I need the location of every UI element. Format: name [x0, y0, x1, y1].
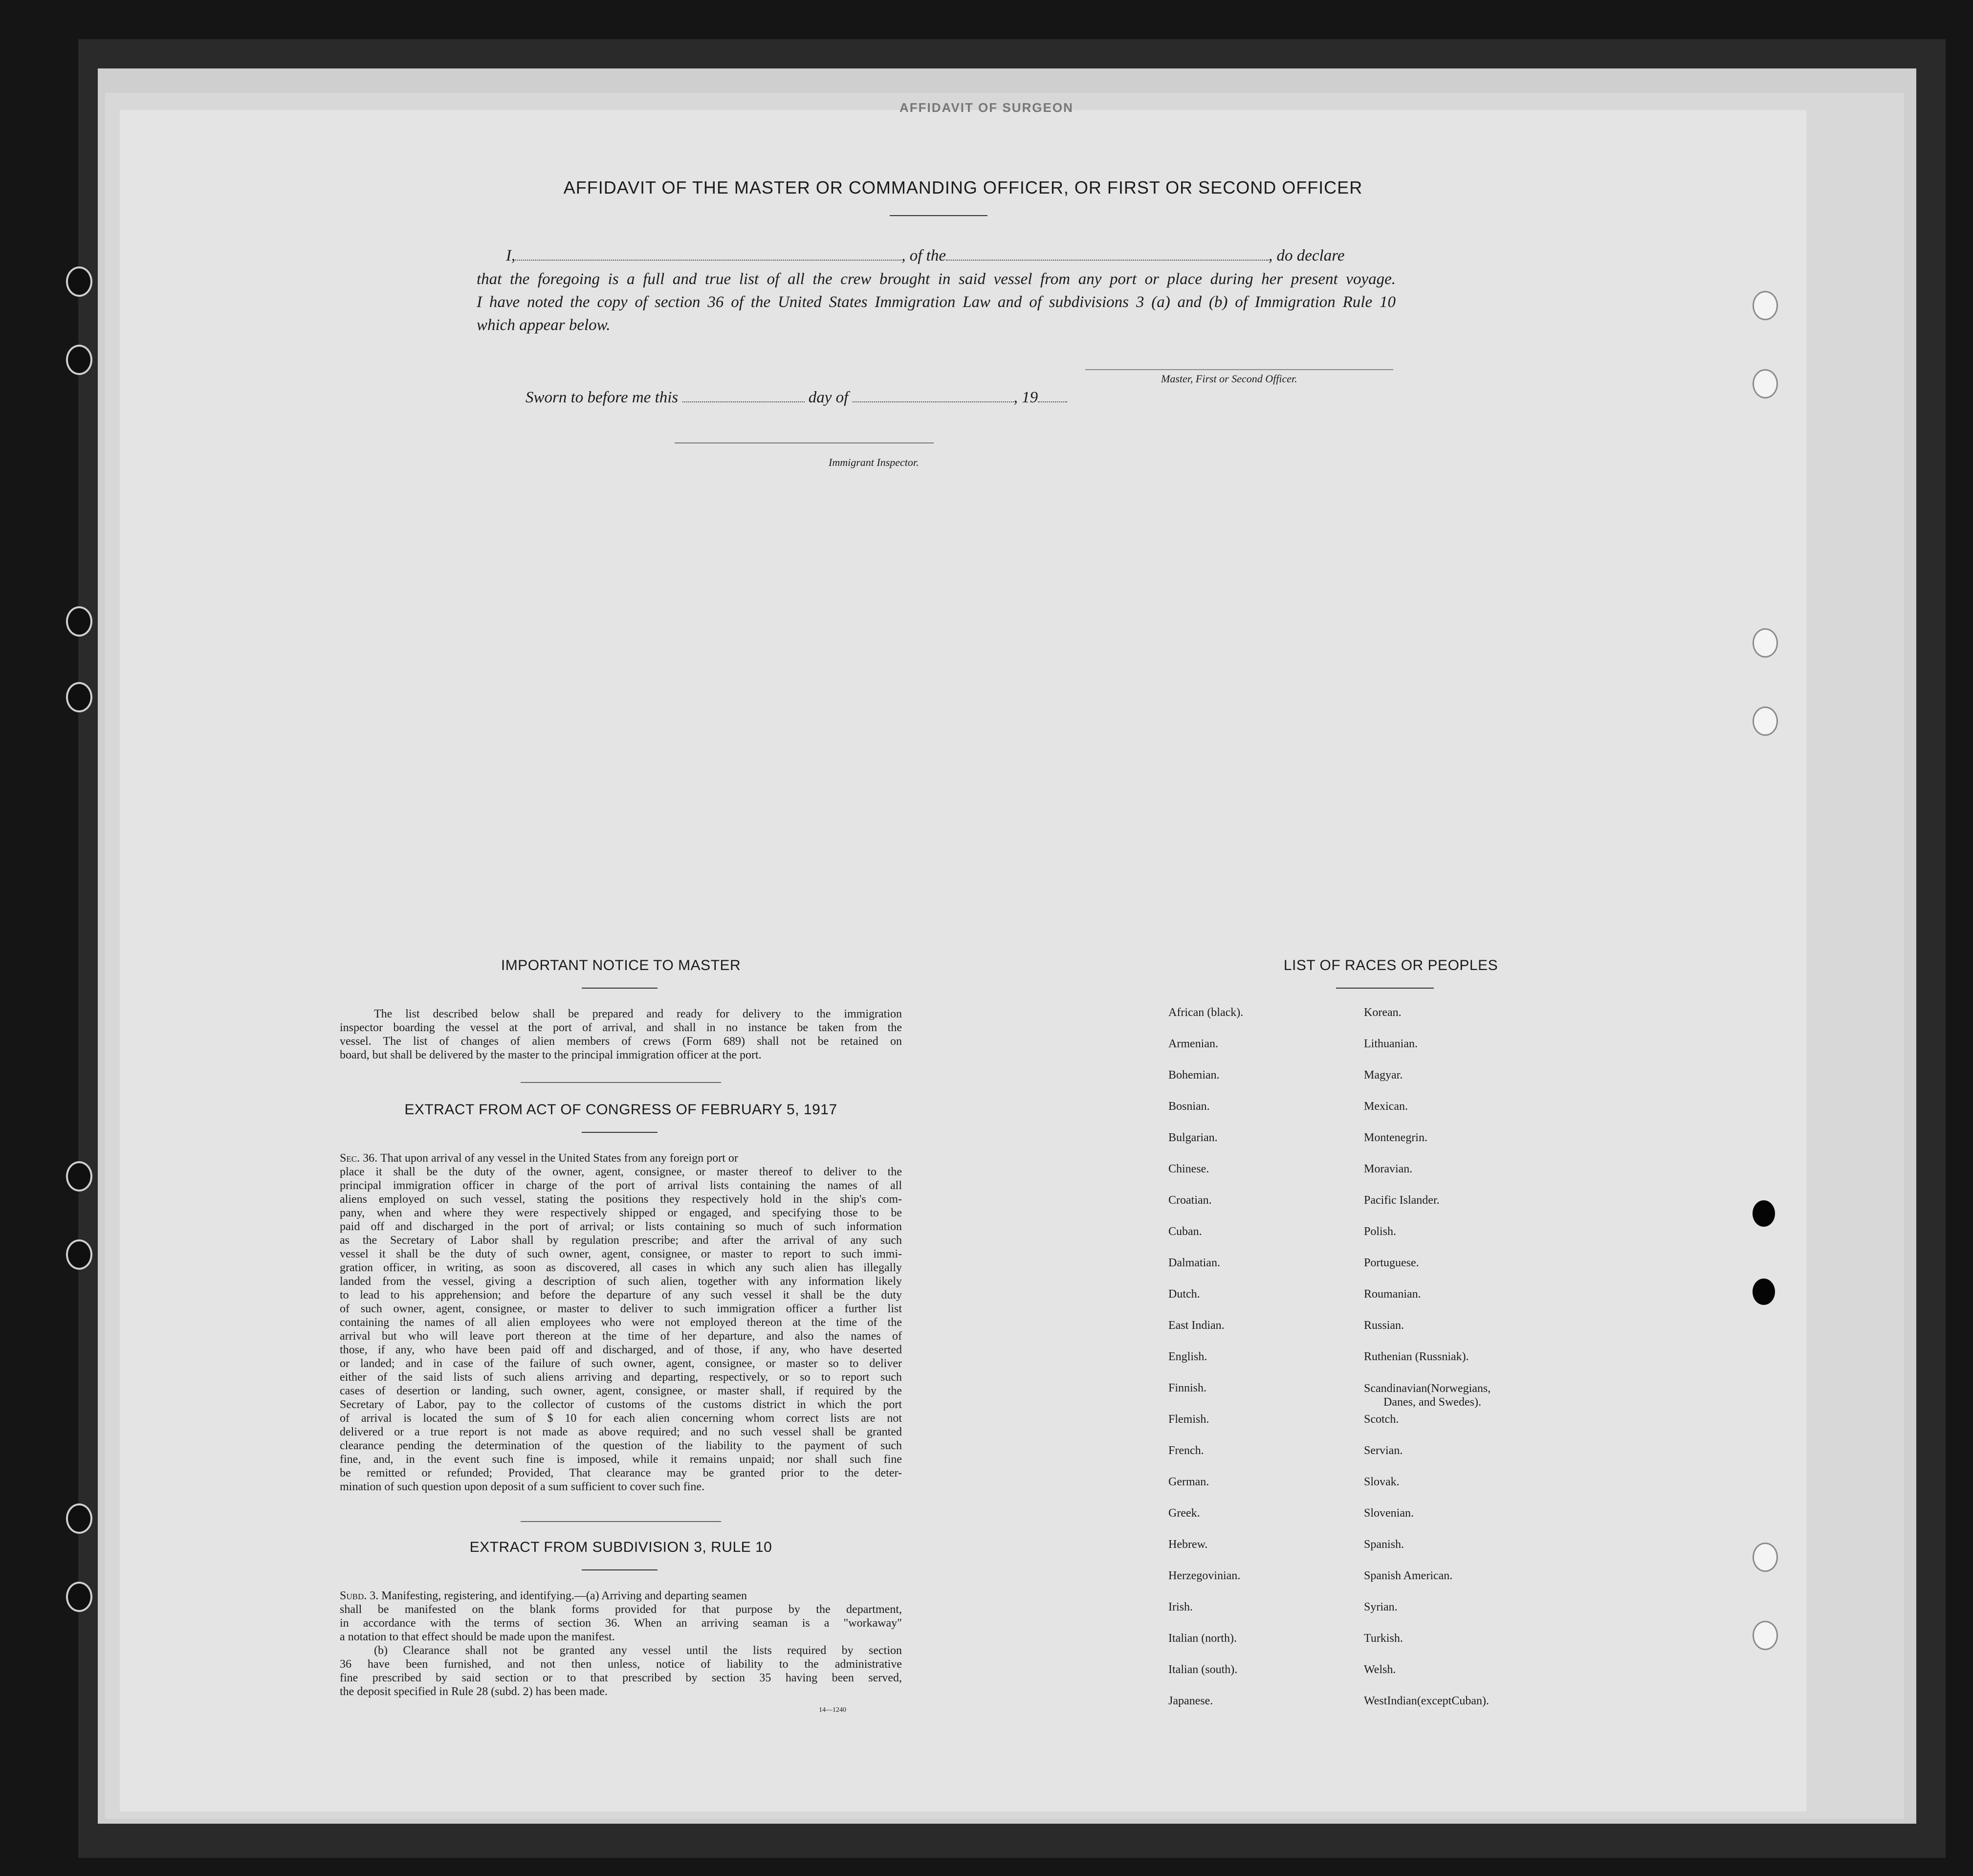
declaration-line-4: which appear below.: [477, 316, 611, 334]
act-extract-line: pany, when and where they were respectively shipped or engaged, and specifying those to be: [340, 1207, 902, 1219]
race-item: Slovak.: [1364, 1476, 1400, 1488]
binder-hole: [66, 1239, 92, 1270]
race-item: Flemish.: [1168, 1413, 1209, 1426]
binder-hole: [1753, 369, 1778, 398]
act-extract-line: either of the said lists of such aliens arriving and departing, respectively, or so to report such: [340, 1371, 902, 1384]
declare-label: , do declare: [1268, 247, 1345, 265]
rule-extract-line: (b) Clearance shall not be granted any vessel until the lists required by section: [374, 1644, 902, 1657]
race-item-continuation: Danes, and Swedes).: [1383, 1396, 1481, 1409]
race-item: [1364, 1382, 1491, 1413]
race-item: Italian (south).: [1168, 1663, 1238, 1676]
subd-label: Subd. 3.: [340, 1589, 382, 1602]
race-item: Spanish American.: [1364, 1569, 1453, 1582]
rule-extract-paragraph: [340, 1589, 902, 1699]
act-extract-line: as the Secretary of Labor shall by regulation prescribe; and after the arrival of any such: [340, 1234, 902, 1247]
of-the-label: , of the: [901, 247, 946, 265]
vessel-name-field[interactable]: [946, 260, 1269, 261]
rule-extract-divider: [582, 1569, 658, 1570]
race-item: Bosnian.: [1168, 1100, 1210, 1113]
act-extract-line: fine, and, in the event such fine is imposed, while it remains unpaid; nor shall such fine: [340, 1453, 902, 1466]
act-extract-line: of such owner, agent, consignee, or master to deliver to such immigration officer a further list: [340, 1302, 902, 1315]
inspector-caption: Immigrant Inspector.: [829, 456, 919, 468]
act-extract-title: EXTRACT FROM ACT OF CONGRESS OF FEBRUARY 5, 1917: [404, 1102, 837, 1118]
master-signature-line[interactable]: [1085, 369, 1393, 370]
act-extract-line: landed from the vessel, giving a description of such alien, together with any information likely: [340, 1275, 902, 1288]
binder-hole: [1753, 1200, 1775, 1227]
rule-extract-line: Manifesting, registering, and identifying.—(a) Arriving and departing seamen: [381, 1589, 747, 1602]
notice-paragraph: [340, 1007, 902, 1062]
race-item: Italian (north).: [1168, 1632, 1237, 1645]
form-page: [120, 110, 1806, 1811]
affidavit-title: AFFIDAVIT OF THE MASTER OR COMMANDING OFFICER, OR FIRST OR SECOND OFFICER: [563, 177, 1363, 198]
race-item: Spanish.: [1364, 1538, 1404, 1551]
act-extract-line: That upon arrival of any vessel in the United States from any foreign port or: [380, 1152, 738, 1165]
binder-hole: [66, 1582, 92, 1612]
race-item: Croatian.: [1168, 1194, 1212, 1207]
sworn-month-field[interactable]: [853, 401, 1014, 402]
race-item: Irish.: [1168, 1601, 1193, 1613]
rule-extract-line: in accordance with the terms of section 36. When an arriving seaman is a "workaway": [340, 1617, 902, 1630]
notice-line: The list described below shall be prepared and ready for delivery to the immigration: [374, 1008, 902, 1020]
binder-hole: [1753, 291, 1778, 320]
binder-hole: [66, 682, 92, 712]
binder-hole: [66, 345, 92, 375]
race-item: Dalmatian.: [1168, 1257, 1220, 1269]
binder-hole: [1753, 628, 1778, 658]
back-page-header-ghost: AFFIDAVIT OF SURGEON: [899, 100, 1074, 115]
race-item: Magyar.: [1364, 1069, 1403, 1081]
act-extract-line: to lead to his apprehension; and before the departure of any such vessel it shall be the duty: [340, 1289, 902, 1302]
act-extract-line: gration officer, in writing, as soon as discovered, all cases in which any such alien has illegally: [340, 1261, 902, 1274]
notice-end-divider: [521, 1082, 721, 1083]
race-item: Hebrew.: [1168, 1538, 1208, 1551]
rule-extract-line: 36 have been furnished, and not then unless, notice of liability to the administrative: [340, 1658, 902, 1671]
sworn-label: Sworn to before me this: [526, 389, 679, 406]
notice-line: vessel. The list of changes of alien members of crews (Form 689) shall not be retained on: [340, 1035, 902, 1048]
rule-extract-line: the deposit specified in Rule 28 (subd. 2) has been made.: [340, 1685, 608, 1698]
race-item: Lithuanian.: [1364, 1037, 1418, 1050]
races-divider: [1336, 988, 1434, 989]
binder-hole: [1753, 1543, 1778, 1572]
act-extract-line: paid off and discharged in the port of arrival; or lists containing so much of such information: [340, 1220, 902, 1233]
sworn-day-field[interactable]: [682, 401, 805, 402]
sworn-line: [477, 389, 1396, 407]
race-item: Bulgarian.: [1168, 1131, 1218, 1144]
race-item: Bohemian.: [1168, 1069, 1220, 1081]
act-extract-line: or landed; and in case of the failure of such owner, agent, consignee, or master so to deliver: [340, 1357, 902, 1370]
race-item: Finnish.: [1168, 1382, 1207, 1394]
act-extract-line: cases of desertion or landing, such owner, agent, consignee, or master shall, if required by the: [340, 1385, 902, 1397]
act-extract-line: containing the names of all alien employees who were not employed thereon at the time of the: [340, 1316, 902, 1329]
rule-extract-line: fine prescribed by said section or to that prescribed by section 35 having been served,: [340, 1672, 902, 1684]
rule-extract-title: EXTRACT FROM SUBDIVISION 3, RULE 10: [469, 1539, 772, 1555]
signature-caption: Master, First or Second Officer.: [1161, 373, 1297, 385]
race-item: Turkish.: [1364, 1632, 1403, 1645]
race-item: Roumanian.: [1364, 1288, 1421, 1301]
race-item: Servian.: [1364, 1444, 1403, 1457]
notice-title: IMPORTANT NOTICE TO MASTER: [501, 957, 741, 973]
race-item: Japanese.: [1168, 1695, 1213, 1707]
race-item: WestIndian(exceptCuban).: [1364, 1695, 1489, 1707]
act-end-divider: [521, 1521, 721, 1522]
race-item: Scotch.: [1364, 1413, 1399, 1426]
act-extract-line: mination of such question upon deposit of a sum sufficient to cover such fine.: [340, 1480, 705, 1493]
inspector-signature-line[interactable]: [675, 442, 934, 443]
i-label: I,: [506, 247, 516, 265]
race-item: Polish.: [1364, 1225, 1397, 1238]
race-item: Pacific Islander.: [1364, 1194, 1440, 1207]
race-item: Herzegovinian.: [1168, 1569, 1241, 1582]
binder-hole: [66, 1503, 92, 1534]
sworn-year-field[interactable]: [1038, 401, 1067, 402]
act-extract-paragraph: [340, 1151, 902, 1494]
races-right-column: [1364, 1006, 1491, 1726]
race-item: Ruthenian (Russniak).: [1364, 1350, 1469, 1363]
binder-hole: [1753, 1621, 1778, 1650]
declaration-line-2: that the foregoing is a full and true list of all the crew brought in said vessel from any port or place during her present voyage.: [477, 270, 1396, 288]
rule-extract-line: a notation to that effect should be made upon the manifest.: [340, 1631, 615, 1643]
act-extract-line: clearance pending the determination of the question of the liability to the payment of such: [340, 1439, 902, 1452]
binder-hole: [66, 266, 92, 297]
act-extract-line: delivered or a true report is not made as above required; and no such vessel shall be granted: [340, 1426, 902, 1438]
races-title: LIST OF RACES OR PEOPLES: [1283, 957, 1498, 973]
binder-hole: [1753, 1279, 1775, 1305]
race-item: Montenegrin.: [1364, 1131, 1427, 1144]
sec-label: Sec. 36.: [340, 1152, 381, 1165]
race-item: Greek.: [1168, 1507, 1200, 1520]
races-left-column: [1168, 1006, 1243, 1726]
race-item: French.: [1168, 1444, 1204, 1457]
notice-line: inspector boarding the vessel at the port of arrival, and shall in no instance be taken from the: [340, 1021, 902, 1034]
race-item: English.: [1168, 1350, 1207, 1363]
binder-hole: [66, 606, 92, 637]
notice-divider: [582, 988, 658, 989]
day-of-label: day of: [808, 389, 849, 406]
rule-extract-line: shall be manifested on the blank forms provided for that purpose by the department,: [340, 1603, 902, 1616]
act-extract-line: be remitted or refunded; Provided, That clearance may be granted prior to the deter-: [340, 1467, 902, 1479]
act-extract-line: those, if any, who have been paid off and discharged, and of those, if any, who have deserted: [340, 1344, 902, 1356]
binder-hole: [1753, 706, 1778, 736]
act-extract-line: of arrival is located the sum of $ 10 for each alien concerning whom correct lists are not: [340, 1412, 902, 1425]
act-extract-line: aliens employed on such vessel, stating the positions they respectively hold in the ship's com-: [340, 1193, 902, 1206]
binder-hole: [66, 1161, 92, 1192]
race-item: Dutch.: [1168, 1288, 1200, 1301]
race-item: Cuban.: [1168, 1225, 1202, 1238]
race-item: Armenian.: [1168, 1037, 1218, 1050]
act-extract-line: arrival but who will leave port thereon at the time of her departure, and also the names of: [340, 1330, 902, 1343]
race-item: Syrian.: [1364, 1601, 1398, 1613]
race-item: German.: [1168, 1476, 1209, 1488]
title-divider: [890, 215, 987, 216]
race-item: Mexican.: [1364, 1100, 1408, 1113]
act-extract-line: principal immigration officer in charge of the port of arrival lists containing the names of all: [340, 1179, 902, 1192]
race-item: Moravian.: [1364, 1163, 1413, 1175]
notice-line: board, but shall be delivered by the master to the principal immigration officer at the port.: [340, 1049, 762, 1061]
race-item: Slovenian.: [1364, 1507, 1414, 1520]
year-label: , 19: [1013, 389, 1038, 406]
race-item: Russian.: [1364, 1319, 1404, 1332]
race-item: African (black).: [1168, 1006, 1244, 1019]
race-item: East Indian.: [1168, 1319, 1225, 1332]
master-name-field[interactable]: [515, 260, 901, 261]
act-extract-line: place it shall be the duty of the owner, agent, consignee, or master thereof to deliver to the: [340, 1166, 902, 1178]
act-extract-divider: [582, 1132, 658, 1133]
race-item: Portuguese.: [1364, 1257, 1419, 1269]
race-item: Korean.: [1364, 1006, 1402, 1019]
race-item-line: Scandinavian(Norwegians,: [1364, 1382, 1491, 1395]
declaration-line-3: I have noted the copy of section 36 of the United States Immigration Law and of subdivisions 3 (a) and (b) of Immigration Rule 10: [477, 293, 1396, 311]
form-number: 14—1240: [819, 1706, 846, 1714]
act-extract-line: Secretary of Labor, pay to the collector of customs of the customs district in which the port: [340, 1398, 902, 1411]
declaration-line-1: [477, 247, 1396, 265]
race-item: Chinese.: [1168, 1163, 1209, 1175]
act-extract-line: vessel it shall be the duty of such owner, agent, consignee, or master to report to such immi-: [340, 1248, 902, 1260]
race-item: Welsh.: [1364, 1663, 1396, 1676]
